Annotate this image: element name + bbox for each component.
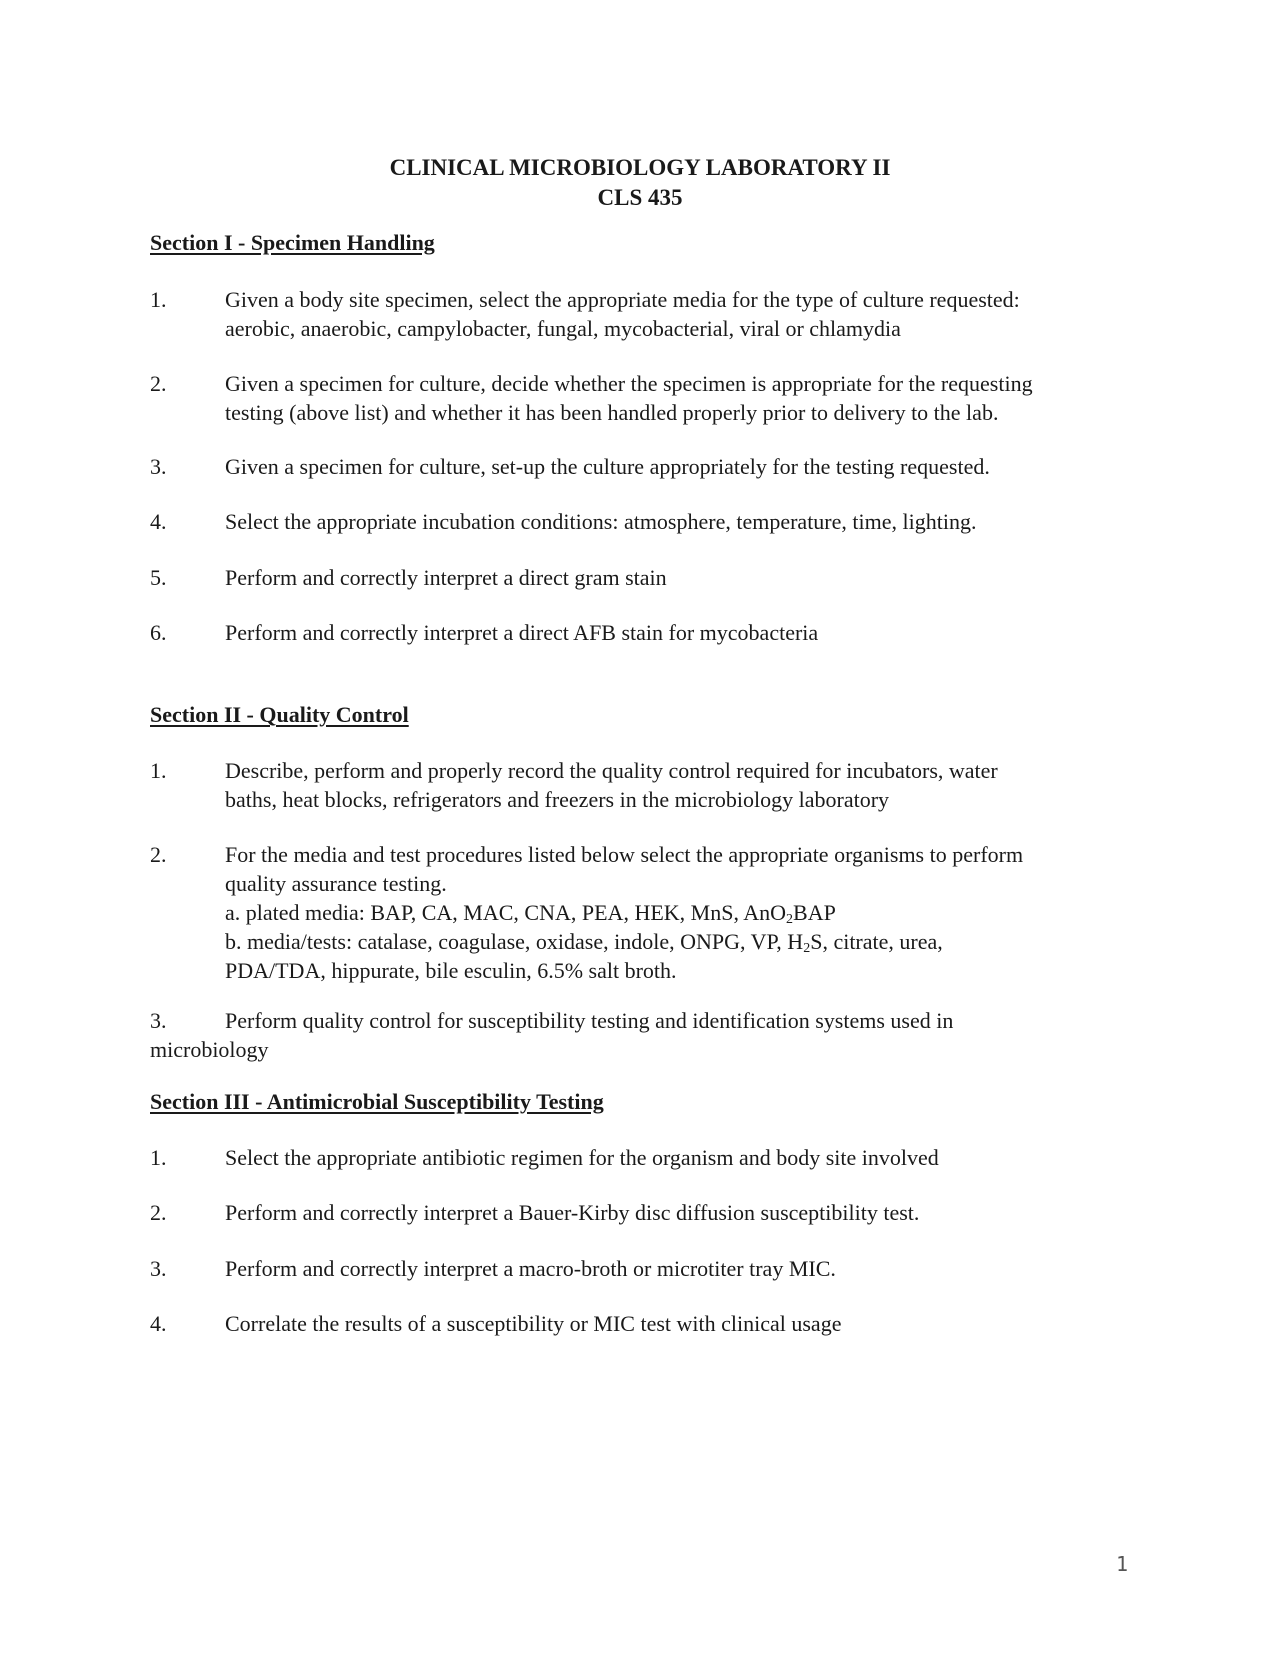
item-text: testing (above list) and whether it has been handled properly prior to delivery to the lab. [225, 400, 999, 425]
document-title: CLINICAL MICROBIOLOGY LABORATORY II [389, 155, 891, 180]
item-text: quality assurance testing. [225, 871, 447, 896]
list-item [150, 563, 1130, 592]
item-text: Perform and correctly interpret a Bauer-Kirby disc diffusion susceptibility test. [225, 1200, 920, 1225]
item-number: 2. [150, 371, 167, 396]
item-number: 3. [150, 1256, 167, 1281]
item-number: 3. [150, 1008, 167, 1033]
item-text: Perform and correctly interpret a direct AFB stain for mycobacteria [225, 620, 819, 645]
section-heading-antimicrobial-susceptibility: Section III - Antimicrobial Susceptibility Testing [150, 1089, 604, 1114]
item-number: 2. [150, 1200, 167, 1225]
list-item [150, 618, 1130, 647]
item-number: 3. [150, 454, 167, 479]
item-number: 6. [150, 620, 167, 645]
item-number: 1. [150, 1145, 167, 1170]
item-number: 1. [150, 287, 167, 312]
sub-item-plated-media: a. plated media: BAP, CA, MAC, CNA, PEA, HEK, MnS, AnO$_2$BAP [225, 900, 836, 927]
list-item [150, 507, 1130, 536]
item-text: Given a body site specimen, select the appropriate media for the type of culture requested: [225, 287, 1020, 312]
item-text: For the media and test procedures listed below select the appropriate organisms to perform [225, 842, 1024, 867]
item-number: 5. [150, 565, 167, 590]
item-text: Correlate the results of a susceptibility or MIC test with clinical usage [225, 1311, 842, 1336]
item-number: 4. [150, 509, 167, 534]
item-text: Select the appropriate antibiotic regimen for the organism and body site involved [225, 1145, 939, 1170]
item-number: 1. [150, 758, 167, 783]
item-text: Select the appropriate incubation conditions: atmosphere, temperature, time, lighting. [225, 509, 977, 534]
section-heading-specimen-handling: Section I - Specimen Handling [150, 230, 435, 255]
item-text: PDA/TDA, hippurate, bile esculin, 6.5% salt broth. [225, 958, 677, 983]
list-item [150, 1143, 1130, 1172]
list-item [150, 1006, 1130, 1064]
section-heading-quality-control: Section II - Quality Control [150, 702, 409, 727]
page-number: 1 [1115, 1552, 1128, 1576]
item-text: microbiology [150, 1037, 269, 1062]
item-number: 2. [150, 842, 167, 867]
list-item [150, 1254, 1130, 1283]
list-item [150, 1309, 1130, 1338]
list-item [150, 369, 1130, 427]
list-item [150, 452, 1130, 481]
item-text: Perform quality control for susceptibility testing and identification systems used in [225, 1008, 954, 1033]
item-text: baths, heat blocks, refrigerators and freezers in the microbiology laboratory [225, 787, 890, 812]
item-text: Given a specimen for culture, decide whether the specimen is appropriate for the requesting [225, 371, 1033, 396]
item-text: Given a specimen for culture, set-up the culture appropriately for the testing requested. [225, 454, 990, 479]
item-text: Perform and correctly interpret a direct gram stain [225, 565, 667, 590]
item-text: aerobic, anaerobic, campylobacter, fungal, mycobacterial, viral or chlamydia [225, 316, 901, 341]
item-number: 4. [150, 1311, 167, 1336]
course-code: CLS 435 [597, 185, 683, 210]
list-item [150, 756, 1130, 814]
list-item [150, 840, 1130, 985]
item-text: Describe, perform and properly record the quality control required for incubators, water [225, 758, 998, 783]
list-item [150, 1198, 1130, 1227]
sub-item-media-tests: b. media/tests: catalase, coagulase, oxidase, indole, ONPG, VP, $H_2S$, citrate, urea, [225, 929, 943, 956]
list-item [150, 285, 1130, 343]
item-text: Perform and correctly interpret a macro-broth or microtiter tray MIC. [225, 1256, 836, 1281]
